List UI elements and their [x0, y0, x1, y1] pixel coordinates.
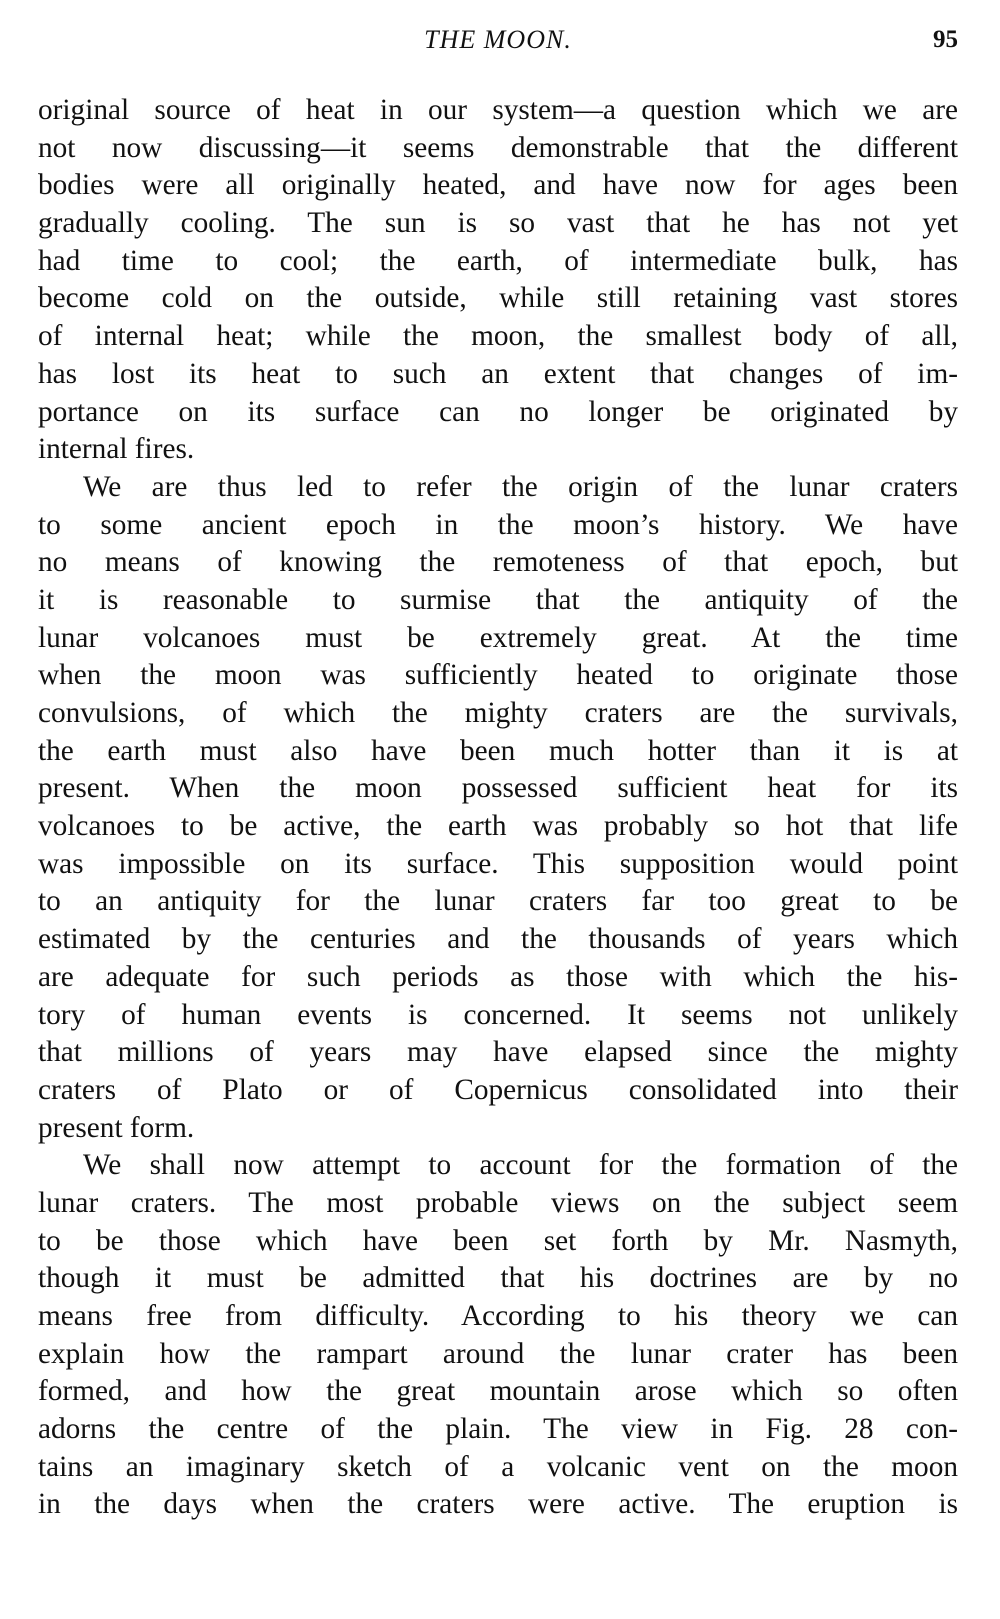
text-line: of internal heat; while the moon, the smallest body of all, — [38, 320, 958, 353]
paragraph — [38, 469, 958, 1147]
text-line: convulsions, of which the mighty craters are the survivals, — [38, 697, 958, 729]
text-line: lunar volcanoes must be extremely great. At the time — [38, 621, 958, 654]
body-text — [38, 92, 958, 1524]
text-line: to an antiquity for the lunar craters far too great to be — [38, 885, 958, 918]
text-line: in the days when the craters were active. The eruption is — [38, 1488, 958, 1521]
text-line: internal fires. — [38, 433, 195, 466]
running-head — [38, 22, 958, 58]
text-line: lunar craters. The most probable views on the subject seem — [38, 1186, 958, 1219]
text-line: bodies were all originally heated, and have now for ages been — [38, 169, 958, 202]
text-line: not now discussing—it seems demonstrable that the different — [38, 131, 958, 164]
page-number: 95 — [933, 26, 958, 53]
text-line: We shall now attempt to account for the formation of the — [83, 1149, 958, 1182]
text-line: it is reasonable to surmise that the antiquity of the — [38, 583, 958, 616]
text-line: tains an imaginary sketch of a volcanic vent on the moon — [38, 1450, 958, 1483]
text-line: tory of human events is concerned. It seems not unlikely — [38, 998, 958, 1031]
text-line: has lost its heat to such an extent that changes of im- — [38, 357, 958, 390]
running-title: THE MOON. — [424, 25, 572, 54]
text-line: We are thus led to refer the origin of the lunar craters — [83, 470, 958, 503]
text-line: the earth must also have been much hotter than it is at — [38, 734, 958, 767]
text-line: volcanoes to be active, the earth was probably so hot that life — [38, 810, 958, 843]
text-line: though it must be admitted that his doctrines are by no — [38, 1262, 958, 1295]
text-line: was impossible on its surface. This supposition would point — [38, 847, 958, 880]
text-line: adorns the centre of the plain. The view in Fig. 28 con- — [38, 1413, 958, 1446]
text-line: to be those which have been set forth by Mr. Nasmyth, — [38, 1224, 958, 1257]
text-line: are adequate for such periods as those with which the his- — [38, 960, 958, 993]
text-line: explain how the rampart around the lunar crater has been — [38, 1337, 958, 1370]
text-line: gradually cooling. The sun is so vast that he has not yet — [38, 207, 958, 240]
text-line: no means of knowing the remoteness of that epoch, but — [38, 546, 958, 579]
paragraph — [38, 92, 958, 469]
text-line: craters of Plato or of Copernicus consolidated into their — [38, 1073, 958, 1106]
text-line: when the moon was sufficiently heated to originate those — [38, 659, 958, 692]
text-line: original source of heat in our system—a question which we are — [38, 94, 958, 126]
paragraph — [38, 1147, 958, 1524]
text-line: become cold on the outside, while still retaining vast stores — [38, 282, 958, 315]
text-line: formed, and how the great mountain arose which so often — [38, 1375, 958, 1408]
text-line: that millions of years may have elapsed since the mighty — [38, 1036, 958, 1069]
book-page — [38, 22, 958, 1524]
text-line: to some ancient epoch in the moon’s history. We have — [38, 508, 958, 541]
text-line: means free from difficulty. According to his theory we can — [38, 1300, 958, 1332]
text-line: estimated by the centuries and the thousands of years which — [38, 923, 958, 956]
text-line: present. When the moon possessed sufficient heat for its — [38, 772, 958, 805]
text-line: present form. — [38, 1111, 195, 1144]
text-line: had time to cool; the earth, of intermediate bulk, has — [38, 244, 958, 277]
text-line: portance on its surface can no longer be originated by — [38, 395, 958, 428]
